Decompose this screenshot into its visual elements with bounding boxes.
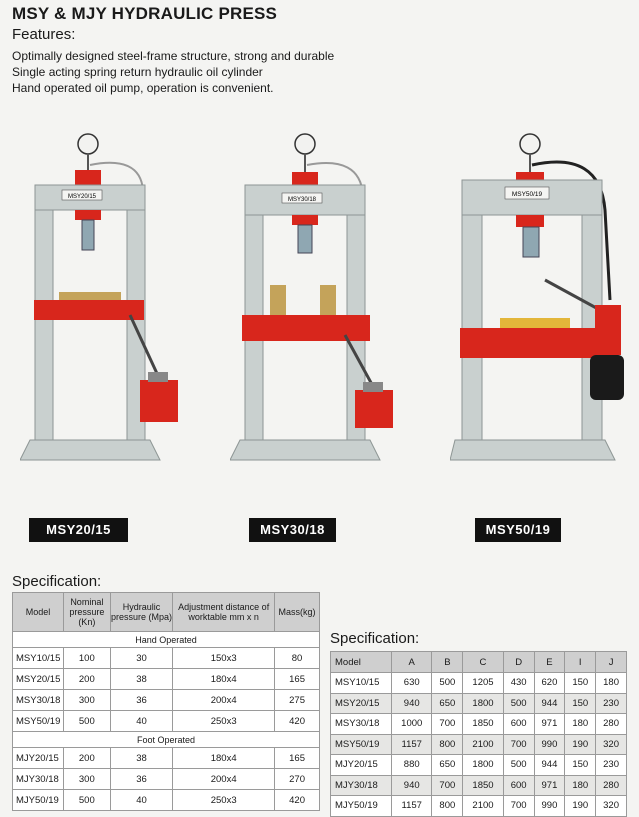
table-row: MJY20/15 200 38 180x4 165	[13, 748, 320, 769]
press-image-3	[450, 130, 635, 470]
features-list	[12, 48, 334, 96]
press-label-1: MSY20/15	[29, 518, 128, 542]
press-image-1	[20, 130, 195, 470]
column-header: Mass(kg)	[275, 593, 320, 632]
specification-heading-1: Specification:	[12, 573, 102, 590]
table-row: MJY30/18 300 36 200x4 270	[13, 769, 320, 790]
table-row: MSY30/18 1000 700 1850 600 971 180 280	[331, 714, 627, 735]
column-header: E	[534, 652, 565, 673]
table-row: MJY50/19 500 40 250x3 420	[13, 790, 320, 811]
column-header: J	[596, 652, 627, 673]
specification-table-2	[330, 651, 627, 817]
model-plate: MSY20/15	[67, 194, 97, 200]
table-row: MSY50/19 500 40 250x3 420	[13, 711, 320, 732]
feature-item: Single acting spring return hydraulic oil cylinder	[12, 65, 263, 79]
column-header: Nominal pressure (Kn)	[63, 593, 110, 632]
column-header: D	[503, 652, 534, 673]
model-plate: MSY30/18	[287, 197, 317, 203]
column-header: C	[463, 652, 503, 673]
section-label-hand: Hand Operated	[13, 632, 320, 648]
features-heading: Features:	[12, 26, 76, 43]
feature-item: Optimally designed steel-frame structure, strong and durable	[12, 49, 335, 63]
specification-heading-2: Specification:	[330, 630, 420, 647]
table-row: MSY10/15 630 500 1205 430 620 150 180	[331, 673, 627, 694]
table-row: MSY30/18 300 36 200x4 275	[13, 690, 320, 711]
table-row: MSY20/15 200 38 180x4 165	[13, 669, 320, 690]
column-header: B	[432, 652, 463, 673]
press-label-2: MSY30/18	[249, 518, 336, 542]
column-header: Hydraulic pressure (Mpa)	[110, 593, 173, 632]
page-title: MSY & MJY HYDRAULIC PRESS	[12, 4, 278, 23]
model-plate: MSY50/19	[511, 191, 543, 198]
column-header: Model	[13, 593, 64, 632]
column-header: A	[392, 652, 432, 673]
table-row: MSY50/19 1157 800 2100 700 990 190 320	[331, 734, 627, 755]
press-image-2	[230, 130, 405, 470]
hydraulic-press-illustration	[450, 130, 635, 470]
hydraulic-press-illustration	[20, 130, 195, 470]
table-row: MJY20/15 880 650 1800 500 944 150 230	[331, 755, 627, 776]
feature-item: Hand operated oil pump, operation is convenient.	[12, 81, 274, 95]
column-header: Model	[331, 652, 392, 673]
press-label-3: MSY50/19	[475, 518, 561, 542]
table-row: MJY30/18 940 700 1850 600 971 180 280	[331, 775, 627, 796]
section-label-foot: Foot Operated	[13, 732, 320, 748]
table-row: MSY10/15 100 30 150x3 80	[13, 648, 320, 669]
column-header: I	[565, 652, 596, 673]
specification-table-1	[12, 592, 320, 811]
hydraulic-press-illustration	[230, 130, 405, 470]
table-row: MJY50/19 1157 800 2100 700 990 190 320	[331, 796, 627, 817]
column-header: Adjustment distance of worktable mm x n	[173, 593, 275, 632]
table-row: MSY20/15 940 650 1800 500 944 150 230	[331, 693, 627, 714]
